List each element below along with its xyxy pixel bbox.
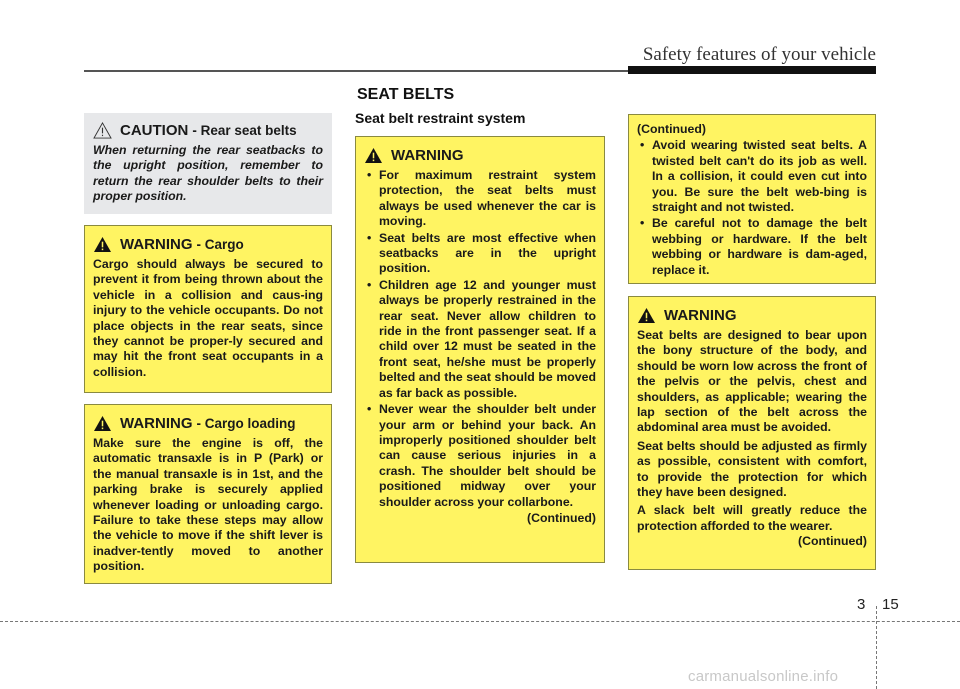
warning-restraint-title: WARNING xyxy=(391,146,464,164)
warning-triangle-icon xyxy=(637,307,656,324)
continued-label: (Continued) xyxy=(527,510,596,525)
footer-rule xyxy=(0,621,960,622)
page-chapter-number: 3 xyxy=(857,596,866,613)
warning-cargo-loading-title: WARNING xyxy=(120,414,193,432)
warning-restraint-box xyxy=(355,136,605,563)
watermark: carmanualsonline.info xyxy=(688,668,839,685)
warning-bony-structure-box xyxy=(628,296,876,570)
warning-cargo-loading-box xyxy=(84,404,332,584)
list-item: • Seat belts are most effective when seatbacks are in the upright position. xyxy=(364,231,596,277)
caution-subtitle: - Rear seat belts xyxy=(192,122,297,138)
warning-restraint-list xyxy=(364,168,596,510)
warning-triangle-icon xyxy=(93,415,112,432)
warning-bony-title: WARNING xyxy=(664,306,737,324)
page-number: 15 xyxy=(882,596,899,613)
continued-list xyxy=(637,138,867,278)
warning-cargo-title: WARNING xyxy=(120,235,193,253)
continued-heading: (Continued) xyxy=(637,122,706,136)
list-item: • Be careful not to damage the belt webbing or hardware. If the belt webbing or hardware is dam-aged, replace it. xyxy=(637,216,867,278)
list-item: • For maximum restraint system protection, the seat belts must always be used whenever the car is moving. xyxy=(364,168,596,230)
section-title: SEAT BELTS xyxy=(357,86,455,103)
warning-triangle-icon xyxy=(93,236,112,253)
list-item: • Never wear the shoulder belt under your arm or behind your back. An improperly positioned shoulder belt can cause serious injuries in a crash. The shoulder belt should be positioned midway over your shoulder across your collarbone. xyxy=(364,402,596,510)
warning-cargo-loading-body: Make sure the engine is off, the automatic transaxle is in P (Park) or the manual transaxle is in 1st, and the parking brake is securely applied whenever loading or unloading cargo. Failure to take these steps may allow the vehicle to move if the shift lever is inadver-tently moved to another position. xyxy=(93,436,323,574)
warning-cargo-body: Cargo should always be secured to prevent it from being thrown about the vehicle in a collision and caus-ing injury to the vehicle occupants. Do not place objects in the rear seats, since they cannot be proper-ly secured and may hit the front seat occupants in a collision. xyxy=(93,257,323,379)
footer-divider xyxy=(876,606,877,689)
warning-restraint-header xyxy=(364,147,596,164)
warning-cargo-header xyxy=(93,236,323,253)
warning-cargo-loading-header xyxy=(93,415,323,432)
list-item: • Avoid wearing twisted seat belts. A twisted belt can't do its job as well. In a collision, it could even cut into you. Be sure the belt web-bing is straight and not twisted. xyxy=(637,138,867,215)
warning-bony-paragraph: Seat belts should be adjusted as firmly as possible, consistent with comfort, to provide the protection for which they have been designed. xyxy=(637,438,867,500)
caution-body: When returning the rear seatbacks to the upright position, remember to return the rear shoulder belts to their proper position. xyxy=(93,143,323,204)
subsection-title: Seat belt restraint system xyxy=(355,110,526,126)
caution-header xyxy=(93,122,323,139)
warning-bony-header xyxy=(637,307,867,324)
warning-cargo-subtitle: - Cargo xyxy=(196,236,244,252)
warning-cargo-loading-subtitle: - Cargo loading xyxy=(196,415,296,431)
warning-triangle-icon xyxy=(364,147,383,164)
caution-rear-seat-belts-box xyxy=(84,113,332,214)
list-item: • Children age 12 and younger must always be properly restrained in the rear seat. Never allow children to ride in the front passenger seat. If a child over 12 must be seated in the front seat, he/she must be properly belted and the seat should be moved as far back as possible. xyxy=(364,278,596,401)
warning-bony-paragraph: Seat belts are designed to bear upon the bony structure of the body, and should be worn low across the front of the pelvis or the pelvis, chest and shoulders, as applicable; wearing the lap section of the belt across the abdominal area must be avoided. xyxy=(637,328,867,435)
caution-title: CAUTION xyxy=(120,121,189,139)
continued-label: (Continued) xyxy=(798,534,867,549)
warning-cargo-box xyxy=(84,225,332,393)
header-bar xyxy=(628,66,876,74)
continued-box xyxy=(628,114,876,284)
page-header-title: Safety features of your vehicle xyxy=(642,44,876,65)
caution-triangle-icon xyxy=(93,122,112,139)
warning-bony-paragraph: A slack belt will greatly reduce the protection afforded to the wearer. xyxy=(637,503,867,533)
